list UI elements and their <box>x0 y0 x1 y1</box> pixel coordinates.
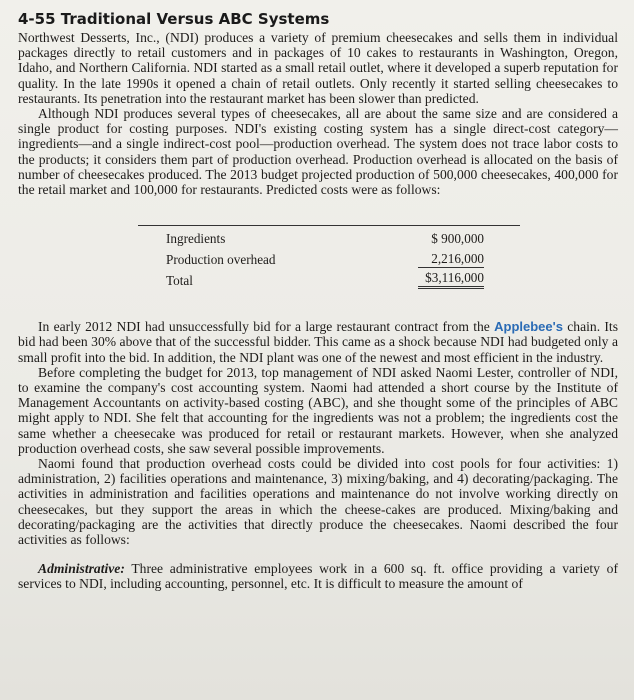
cost-row-total <box>138 268 520 289</box>
cost-row-overhead <box>138 247 520 268</box>
applebees-link[interactable]: Applebee's <box>494 319 563 335</box>
problem-title: 4-55 Traditional Versus ABC Systems <box>18 10 330 28</box>
paragraph-costing-system: Although NDI produces several types of cheesecakes, all are about the same size and are considered a single product for costing purposes. NDI's existing costing system has a single direct-cost category—ingredients—and a single indirect-cost pool—production overhead. The system does not trace labor costs to the products; it considers them part of production overhead. Production overhead is allocated on the basis of number of cheesecakes produced. The 2013 budget projected production of 500,000 cheesecakes, 400,000 for the retail market and 100,000 for restaurants. Predicted costs were as follows: <box>18 106 618 198</box>
predicted-costs-table <box>138 225 520 289</box>
cost-label: Total <box>166 273 193 289</box>
paragraph-activities: Naomi found that production overhead costs could be divided into cost pools for four activities: 1) administration, 2) facilities operations and maintenance, 3) mixing/baking, and 4) decorating/packaging. The activities in administration and facilities operations and maintenance do not involve working directly on cheesecakes, but they support the areas in which the cheese-cakes are produced. Mixing/baking and decorating/packaging are the activities that directly produce the cheesecakes. Naomi described the four activities as follows: <box>18 456 618 548</box>
cost-label: Ingredients <box>166 231 226 247</box>
cost-amount: $ 900,000 <box>431 231 484 247</box>
cost-amount: $3,116,000 <box>418 270 484 289</box>
cost-row-ingredients <box>138 226 520 247</box>
para-text: Three administrative employees work in a 600 sq. ft. office providing a variety of services to NDI, including accounting, personnel, etc. It is difficult to measure the amount of <box>18 561 619 592</box>
para-text: In early 2012 NDI had unsuccessfully bid for a large restaurant contract from the <box>38 319 490 335</box>
paragraph-applebees-bid <box>18 319 618 365</box>
paragraph-administrative <box>18 561 618 591</box>
paragraph-intro: Northwest Desserts, Inc., (NDI) produces a variety of premium cheesecakes and sells them in individual packages directly to retail customers and in packages of 10 cakes to restaurants in Washington, Oregon, Idaho, and Northern California. NDI started as a small retail outlet, where it developed a superb reputation for quality. In the late 1990s it opened a chain of retail outlets. Only recently it started selling cheesecakes to restaurants. Its penetration into the restaurant market has been slower than predicted. <box>18 30 618 106</box>
administrative-label: Administrative: <box>38 561 125 577</box>
cost-label: Production overhead <box>166 252 276 268</box>
cost-amount: 2,216,000 <box>418 251 484 268</box>
paragraph-naomi-review: Before completing the budget for 2013, top management of NDI asked Naomi Lester, controller of NDI, to examine the company's cost accounting system. Naomi had attended a short course by the Institute of Management Accountants on activity-based costing (ABC), and she thought some of the principles of ABC might apply to NDI. She felt that accounting for the ingredients was not a problem; the ingredients cost the same whether a cheesecake was produced for retail or restaurant markets. However, when she analyzed production overhead costs, she saw several possible improvements. <box>18 364 618 456</box>
para-text: chain. Its bid had been 30% above that of the successful bidder. This came as a shock because NDI had budgeted only a small profit into the bid. In addition, the NDI plant was one of the newest and most efficient in the industry. <box>18 319 618 365</box>
